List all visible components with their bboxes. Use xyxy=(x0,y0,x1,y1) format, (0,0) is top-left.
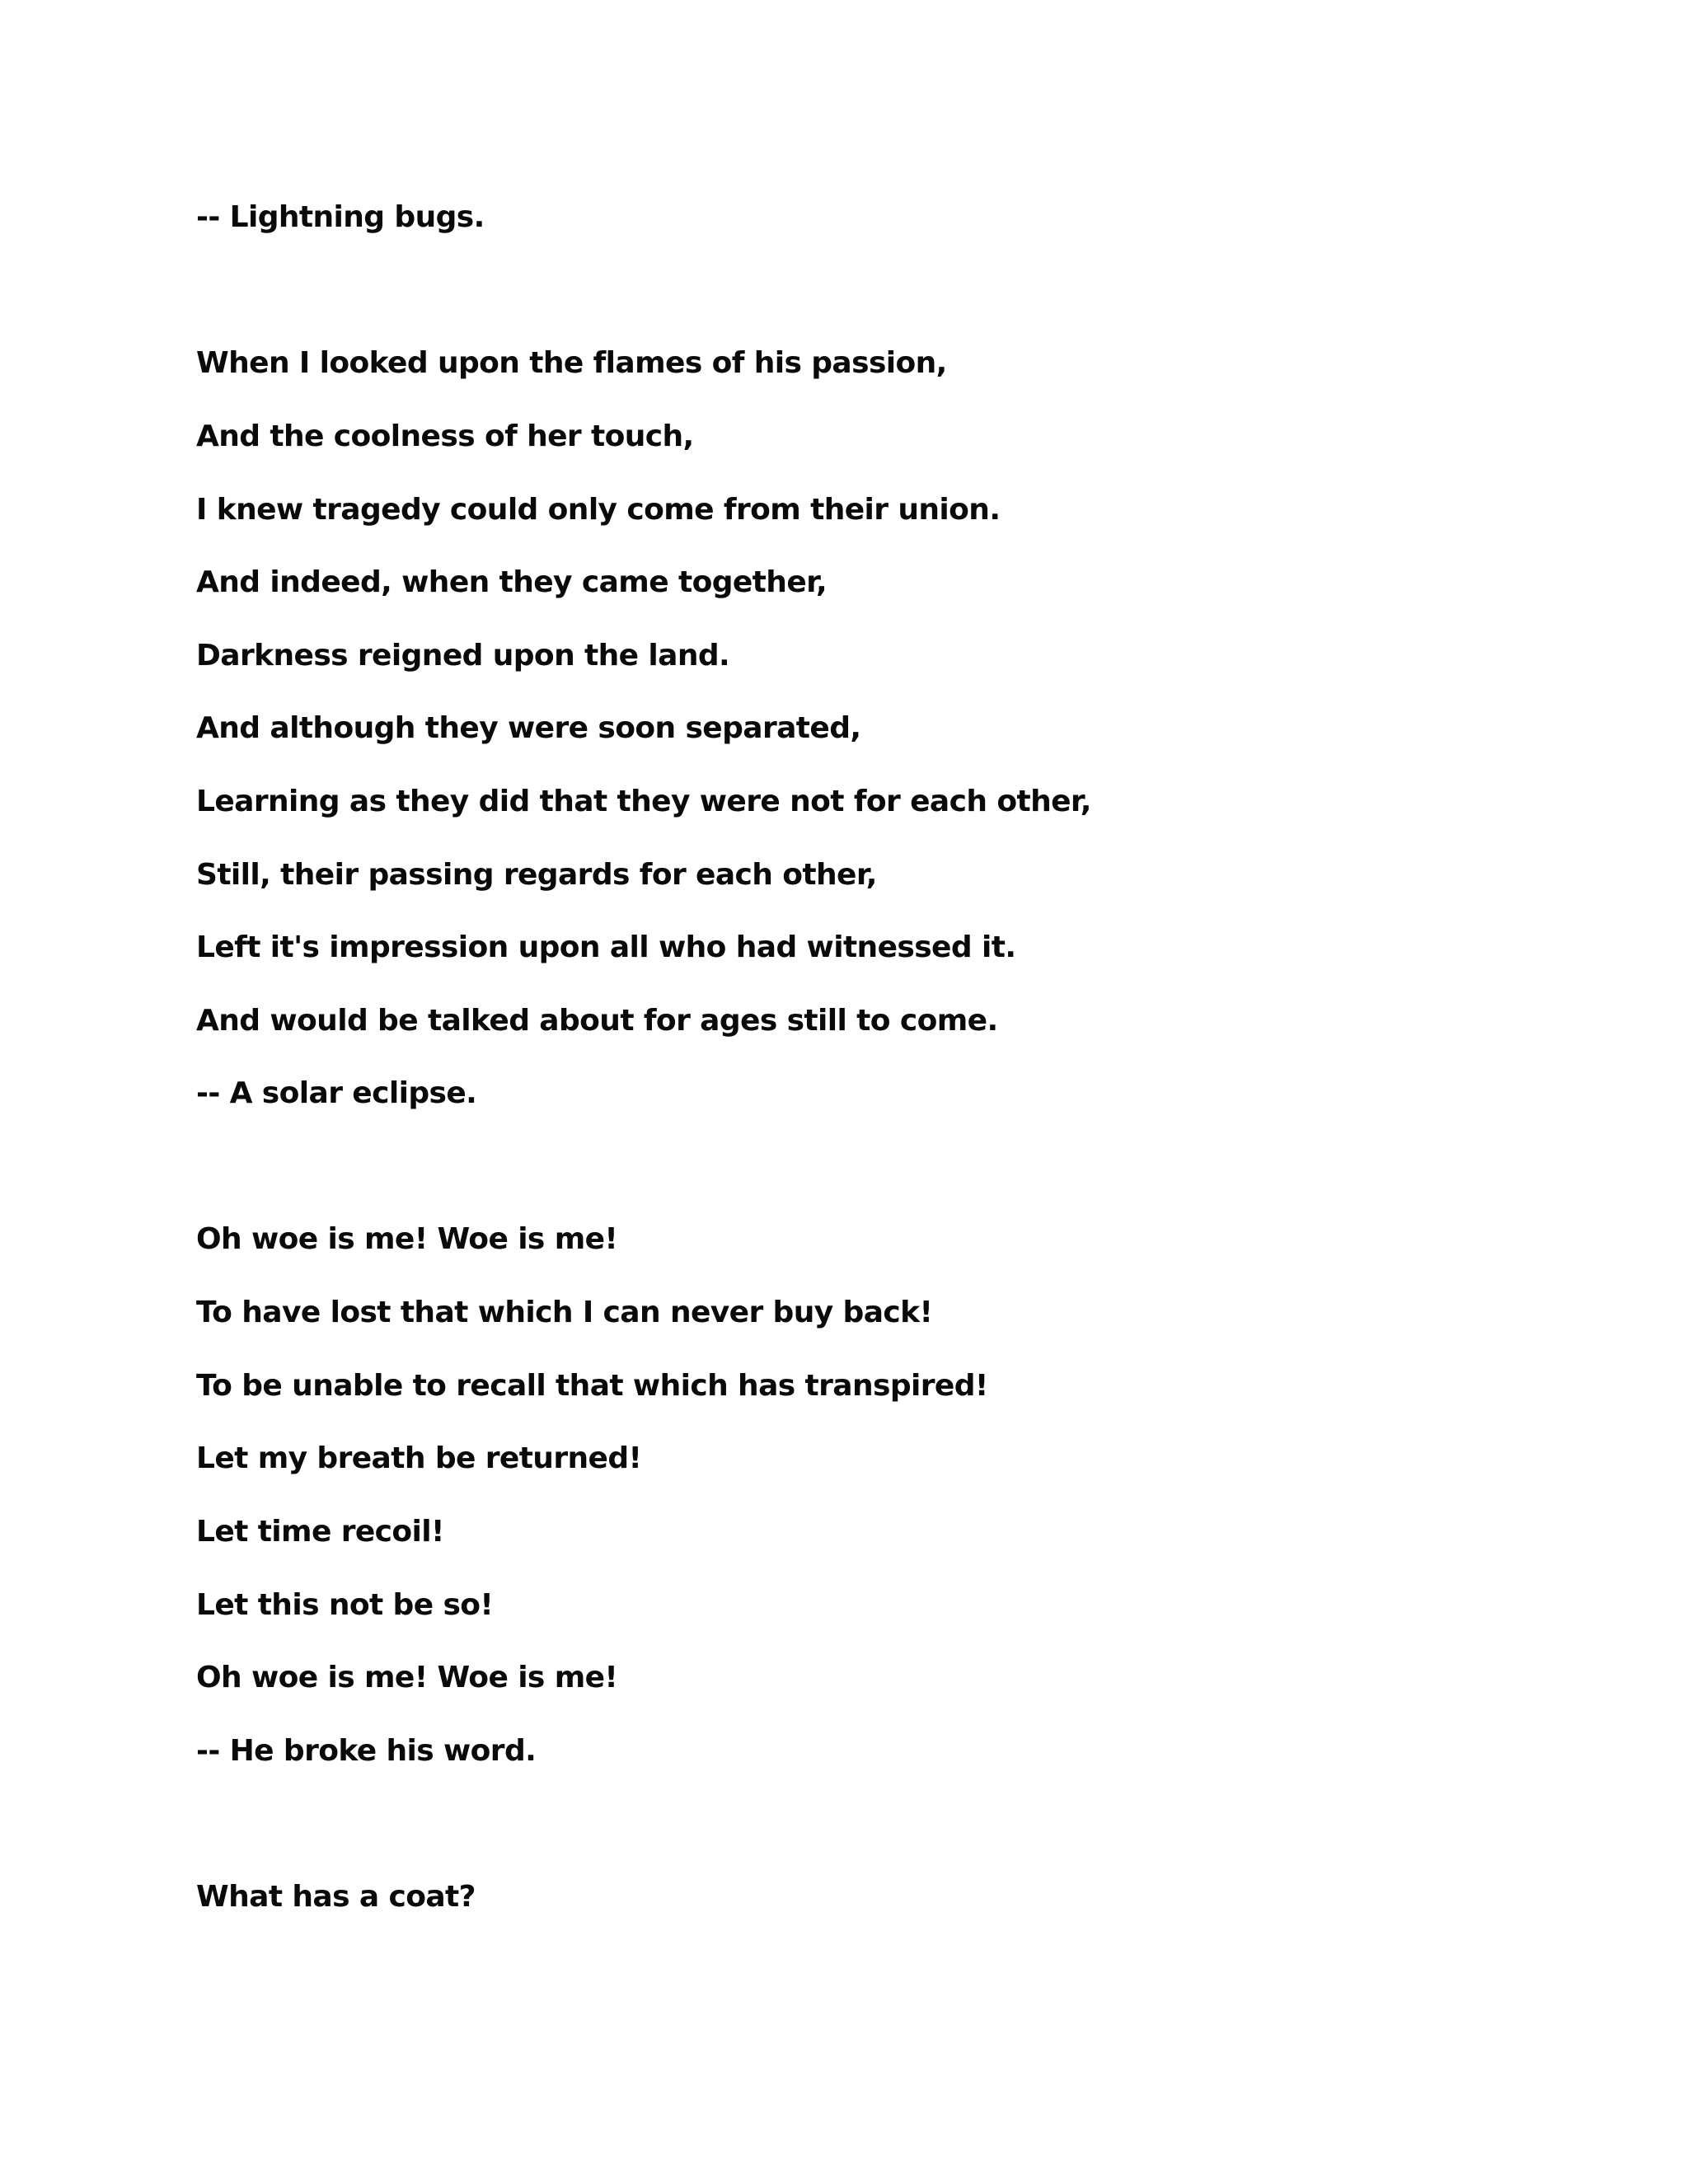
poem-line: And indeed, when they came together, xyxy=(196,565,828,599)
poem-line: Still, their passing regards for each other, xyxy=(196,858,877,892)
poem-line: I knew tragedy could only come from their union. xyxy=(196,493,1001,527)
poem-line: And the coolness of her touch, xyxy=(196,419,694,453)
poem-line: To have lost that which I can never buy back! xyxy=(196,1296,933,1329)
poem-line: And although they were soon separated, xyxy=(196,711,861,745)
poem-line: What has a coat? xyxy=(196,1880,476,1914)
poem-line: Learning as they did that they were not for each other, xyxy=(196,785,1091,818)
answer-line: -- Lightning bugs. xyxy=(196,200,485,234)
poem-line: When I looked upon the flames of his passion, xyxy=(196,346,947,380)
answer-line: -- A solar eclipse. xyxy=(196,1076,477,1110)
poem-line: Oh woe is me! Woe is me! xyxy=(196,1222,618,1256)
answer-line: -- He broke his word. xyxy=(196,1734,537,1768)
poem-line: Let my breath be returned! xyxy=(196,1441,642,1475)
poem-line: Oh woe is me! Woe is me! xyxy=(196,1661,618,1694)
poem-line: Let this not be so! xyxy=(196,1588,494,1622)
poem-line: To be unable to recall that which has transpired! xyxy=(196,1369,988,1403)
poem-line: And would be talked about for ages still to come. xyxy=(196,1004,998,1038)
poem-line: Darkness reigned upon the land. xyxy=(196,639,730,673)
poem-line: Left it's impression upon all who had witnessed it. xyxy=(196,930,1016,964)
poem-line: Let time recoil! xyxy=(196,1515,444,1549)
